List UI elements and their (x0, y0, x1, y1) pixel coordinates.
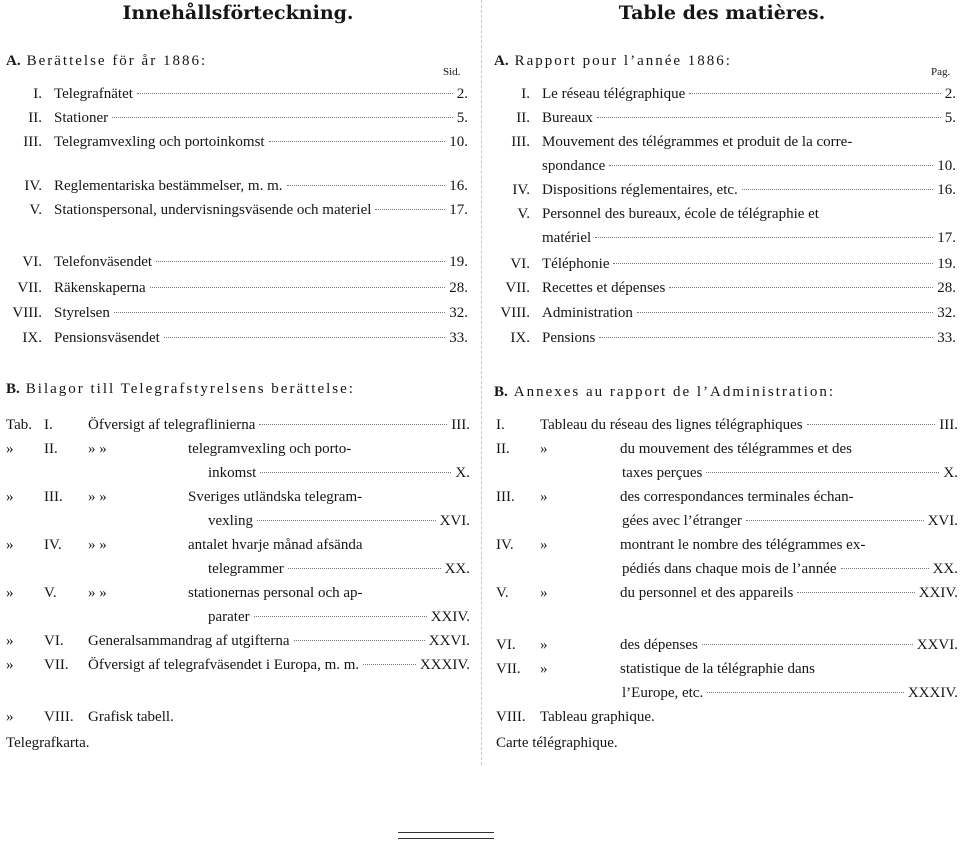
appendix-title-fr: du mouvement des télégrammes et des (620, 441, 853, 457)
section-b-heading (6, 381, 355, 398)
appendix-page-fr: III. (939, 417, 958, 433)
leader-dots (294, 640, 425, 641)
appendix-page-fr: X. (943, 465, 958, 481)
appendix-title: stationernas personal och ap- (188, 585, 363, 601)
appendix-number-fr: VIII. (496, 709, 526, 725)
appendix-tab-label: » (6, 537, 14, 553)
toc-entry (494, 134, 956, 151)
entry-page: 33. (449, 330, 468, 346)
page-column-header: Sid. (443, 66, 461, 78)
section-a-letter-fr: A. (494, 53, 509, 69)
entry-number: II. (28, 110, 42, 126)
entry-title: Styrelsen (54, 305, 110, 321)
appendix-number-fr: IV. (496, 537, 514, 553)
entry-title: Bureaux (542, 110, 593, 126)
toc-entry (6, 202, 468, 219)
appendix-title-fr: pédiés dans chaque mois de l’année (622, 561, 837, 577)
toc-entry (494, 206, 956, 223)
appendix-number-fr: VII. (496, 661, 521, 677)
entry-number: IV. (512, 182, 530, 198)
leader-dots (288, 568, 441, 569)
appendix-title-fr: l’Europe, etc. (622, 685, 704, 701)
appendix-title-fr: des dépenses (620, 637, 698, 653)
appendix-title-fr: Tableau du réseau des lignes télégraphiques (540, 417, 803, 433)
appendix-title-fr: du personnel et des appareils (620, 585, 794, 601)
appendix-title-fr: des correspondances terminales échan- (620, 489, 854, 505)
appendix-entry-fr (496, 709, 958, 726)
appendix-entry-fr (496, 489, 958, 506)
entry-page: 19. (449, 254, 468, 270)
appendix-page: XXXIV. (419, 657, 470, 673)
entry-page: 32. (937, 305, 956, 321)
entry-page: 10. (449, 134, 468, 150)
appendix-entry (6, 417, 470, 434)
section-a-heading (6, 53, 207, 70)
appendix-number-fr: I. (496, 417, 505, 433)
appendix-page-fr: XXIV. (918, 585, 958, 601)
leader-dots (797, 592, 914, 593)
ditto-mark-fr: » (540, 585, 548, 601)
leader-dots (269, 141, 446, 142)
leader-dots (259, 424, 447, 425)
appendix-entry (6, 657, 470, 674)
toc-entry (494, 330, 956, 347)
entry-number: III. (511, 134, 530, 150)
appendix-page-fr: XX. (932, 561, 958, 577)
leader-dots (706, 472, 939, 473)
entry-title: Telegramvexling och portoinkomst (54, 134, 265, 150)
leader-dots (137, 93, 453, 94)
entry-title: Recettes et dépenses (542, 280, 666, 296)
appendix-tab-label: » (6, 489, 14, 505)
appendix-number: IV. (44, 537, 62, 553)
page-title-swedish: Innehållsförteckning. (122, 2, 354, 24)
appendix-entry-fr (496, 637, 958, 654)
appendix-tab-label: » (6, 709, 14, 725)
appendix-number-fr: VI. (496, 637, 516, 653)
appendix-number: II. (44, 441, 58, 457)
leader-dots (595, 237, 933, 238)
entry-number: IX. (510, 330, 530, 346)
appendix-entry-fr (496, 417, 958, 434)
section-b-letter: B. (6, 381, 20, 397)
appendix-number: VIII. (44, 709, 74, 725)
appendix-entry (6, 489, 470, 506)
entry-title: Stationspersonal, undervisningsväsende och materiel (54, 202, 372, 218)
appendix-title: inkomst (208, 465, 257, 481)
leader-dots (613, 263, 933, 264)
entry-number: V. (517, 206, 530, 222)
entry-title: spondance (542, 158, 606, 174)
entry-title: matériel (542, 230, 592, 246)
leader-dots (689, 93, 940, 94)
appendix-title: parater (208, 609, 250, 625)
leader-dots (702, 644, 913, 645)
footer-rule-2 (398, 838, 494, 839)
entry-page: 17. (937, 230, 956, 246)
entry-page: 17. (449, 202, 468, 218)
leader-dots (669, 287, 933, 288)
section-a-letter: A. (6, 53, 21, 69)
appendix-title: Öfversigt af telegrafväsendet i Europa, m. m. (88, 657, 360, 673)
entry-page: 2. (944, 86, 956, 102)
leader-dots (363, 664, 416, 665)
appendix-continuation-fr (622, 685, 958, 702)
appendix-title: Generalsammandrag af utgifterna (88, 633, 290, 649)
appendix-number: III. (44, 489, 63, 505)
entry-title: Pensionsväsendet (54, 330, 160, 346)
leader-dots (375, 209, 445, 210)
footer-rule (398, 832, 494, 833)
entry-number: VII. (17, 280, 42, 296)
entry-title: Telefonväsendet (54, 254, 153, 270)
entry-page: 28. (449, 280, 468, 296)
appendix-entry-fr (496, 585, 958, 602)
entry-title: Administration (542, 305, 633, 321)
appendix-title: vexling (208, 513, 253, 529)
appendix-page-fr: XXXIV. (907, 685, 958, 701)
entry-title: Pensions (542, 330, 596, 346)
appendix-continuation-fr (622, 465, 958, 482)
appendix-title-fr: Tableau graphique. (540, 709, 655, 725)
section-b-heading-fr (494, 384, 835, 401)
appendix-title-fr: montrant le nombre des télégrammes ex- (620, 537, 866, 553)
entry-title: Stationer (54, 110, 109, 126)
entry-page: 19. (937, 256, 956, 272)
toc-entry (6, 110, 468, 127)
appendix-page: XXIV. (430, 609, 470, 625)
entry-page: 28. (937, 280, 956, 296)
toc-entry (6, 254, 468, 271)
entry-number: VI. (510, 256, 530, 272)
appendix-number-fr: III. (496, 489, 515, 505)
ditto-marks: » » (88, 537, 107, 553)
entry-number: IV. (24, 178, 42, 194)
entry-page: 5. (456, 110, 468, 126)
appendix-number: V. (44, 585, 57, 601)
leader-dots (707, 692, 904, 693)
appendix-page: III. (451, 417, 470, 433)
toc-entry (6, 280, 468, 297)
section-b-letter-fr: B. (494, 384, 508, 400)
entry-number: III. (23, 134, 42, 150)
appendix-number: VI. (44, 633, 64, 649)
leader-dots (150, 287, 446, 288)
entry-number: II. (516, 110, 530, 126)
section-b-label: Bilagor till Telegrafstyrelsens berättelse: (25, 381, 355, 397)
leader-dots (599, 337, 933, 338)
toc-entry (494, 305, 956, 322)
entry-title: Reglementariska bestämmelser, m. m. (54, 178, 283, 194)
entry-page: 16. (449, 178, 468, 194)
appendix-entry (6, 537, 470, 554)
appendix-page: XX. (444, 561, 470, 577)
toc-entry (6, 330, 468, 347)
telegraph-map-line: Telegrafkarta. (6, 735, 90, 751)
toc-entry (494, 86, 956, 103)
ditto-mark-fr: » (540, 441, 548, 457)
section-a-label-fr: Rapport pour l’année 1886: (514, 53, 732, 69)
appendix-number: VII. (44, 657, 69, 673)
appendix-entry (6, 585, 470, 602)
section-a-label: Berättelse för år 1886: (26, 53, 208, 69)
toc-entry (6, 86, 468, 103)
leader-dots (112, 117, 453, 118)
section-b-label-fr: Annexes au rapport de l’Administration: (513, 384, 836, 400)
appendix-entry (6, 709, 470, 726)
toc-entry (494, 182, 956, 199)
leader-dots (637, 312, 933, 313)
leader-dots (260, 472, 451, 473)
appendix-entry-fr (496, 441, 958, 458)
entry-page: 16. (937, 182, 956, 198)
page-column-header-fr: Pag. (931, 66, 951, 78)
appendix-title: antalet hvarje månad afsända (188, 537, 363, 553)
page-title-french: Table des matières. (618, 2, 826, 24)
appendix-continuation (208, 513, 470, 530)
appendix-title: Grafisk tabell. (88, 709, 174, 725)
leader-dots (156, 261, 445, 262)
appendix-title: telegrammer (208, 561, 284, 577)
ditto-mark-fr: » (540, 489, 548, 505)
appendix-title: Öfversigt af telegraflinierna (88, 417, 256, 433)
leader-dots (257, 520, 436, 521)
appendix-continuation (208, 465, 470, 482)
toc-entry (494, 110, 956, 127)
leader-dots (841, 568, 929, 569)
leader-dots (287, 185, 446, 186)
leader-dots (746, 520, 924, 521)
appendix-page-fr: XXVI. (916, 637, 958, 653)
appendix-tab-label: » (6, 657, 14, 673)
appendix-tab-label: » (6, 585, 14, 601)
ditto-mark-fr: » (540, 537, 548, 553)
toc-entry (494, 230, 956, 247)
appendix-continuation (208, 561, 470, 578)
appendix-number: I. (44, 417, 53, 433)
appendix-page: X. (455, 465, 470, 481)
entry-page: 33. (937, 330, 956, 346)
entry-title: Le réseau télégraphique (542, 86, 686, 102)
appendix-title-fr: gées avec l’étranger (622, 513, 742, 529)
appendix-tab-label: » (6, 441, 14, 457)
appendix-number-fr: V. (496, 585, 509, 601)
appendix-title-fr: statistique de la télégraphie dans (620, 661, 815, 677)
appendix-title: telegramvexling och porto- (188, 441, 352, 457)
appendix-page-fr: XVI. (927, 513, 958, 529)
entry-page: 32. (449, 305, 468, 321)
entry-page: 10. (937, 158, 956, 174)
appendix-tab-label: » (6, 633, 14, 649)
entry-number: VIII. (500, 305, 530, 321)
appendix-page: XXVI. (428, 633, 470, 649)
entry-number: VII. (505, 280, 530, 296)
leader-dots (254, 616, 427, 617)
ditto-marks: » » (88, 441, 107, 457)
entry-title: Mouvement des télégrammes et produit de la corre- (542, 134, 853, 150)
entry-title: Personnel des bureaux, école de télégraphie et (542, 206, 819, 222)
leader-dots (807, 424, 936, 425)
toc-entry (494, 256, 956, 273)
entry-number: I. (33, 86, 42, 102)
appendix-tab-label: Tab. (6, 417, 33, 433)
appendix-number-fr: II. (496, 441, 510, 457)
entry-page: 5. (944, 110, 956, 126)
appendix-entry-fr (496, 537, 958, 554)
entry-number: VIII. (12, 305, 42, 321)
entry-title: Téléphonie (542, 256, 610, 272)
appendix-entry (6, 633, 470, 650)
appendix-continuation-fr (622, 561, 958, 578)
entry-number: IX. (22, 330, 42, 346)
toc-entry (6, 134, 468, 151)
leader-dots (742, 189, 933, 190)
entry-title: Dispositions réglementaires, etc. (542, 182, 738, 198)
appendix-title-fr: taxes perçues (622, 465, 703, 481)
appendix-page: XVI. (439, 513, 470, 529)
leader-dots (597, 117, 941, 118)
ditto-mark-fr: » (540, 637, 548, 653)
toc-entry (6, 178, 468, 195)
appendix-continuation-fr (622, 513, 958, 530)
entry-title: Räkenskaperna (54, 280, 146, 296)
entry-number: VI. (22, 254, 42, 270)
ditto-mark-fr: » (540, 661, 548, 677)
appendix-entry-fr (496, 661, 958, 678)
toc-entry (494, 158, 956, 175)
appendix-entry (6, 441, 470, 458)
leader-dots (164, 337, 445, 338)
ditto-marks: » » (88, 585, 107, 601)
appendix-title: Sveriges utländska telegram- (188, 489, 363, 505)
appendix-continuation (208, 609, 470, 626)
ditto-marks: » » (88, 489, 107, 505)
leader-dots (609, 165, 933, 166)
section-a-heading-fr (494, 53, 732, 70)
toc-entry (6, 305, 468, 322)
leader-dots (114, 312, 445, 313)
entry-number: V. (29, 202, 42, 218)
entry-page: 2. (456, 86, 468, 102)
toc-entry (494, 280, 956, 297)
column-divider (481, 0, 482, 765)
entry-title: Telegrafnätet (54, 86, 133, 102)
entry-number: I. (521, 86, 530, 102)
telegraph-map-line-fr: Carte télégraphique. (496, 735, 618, 751)
